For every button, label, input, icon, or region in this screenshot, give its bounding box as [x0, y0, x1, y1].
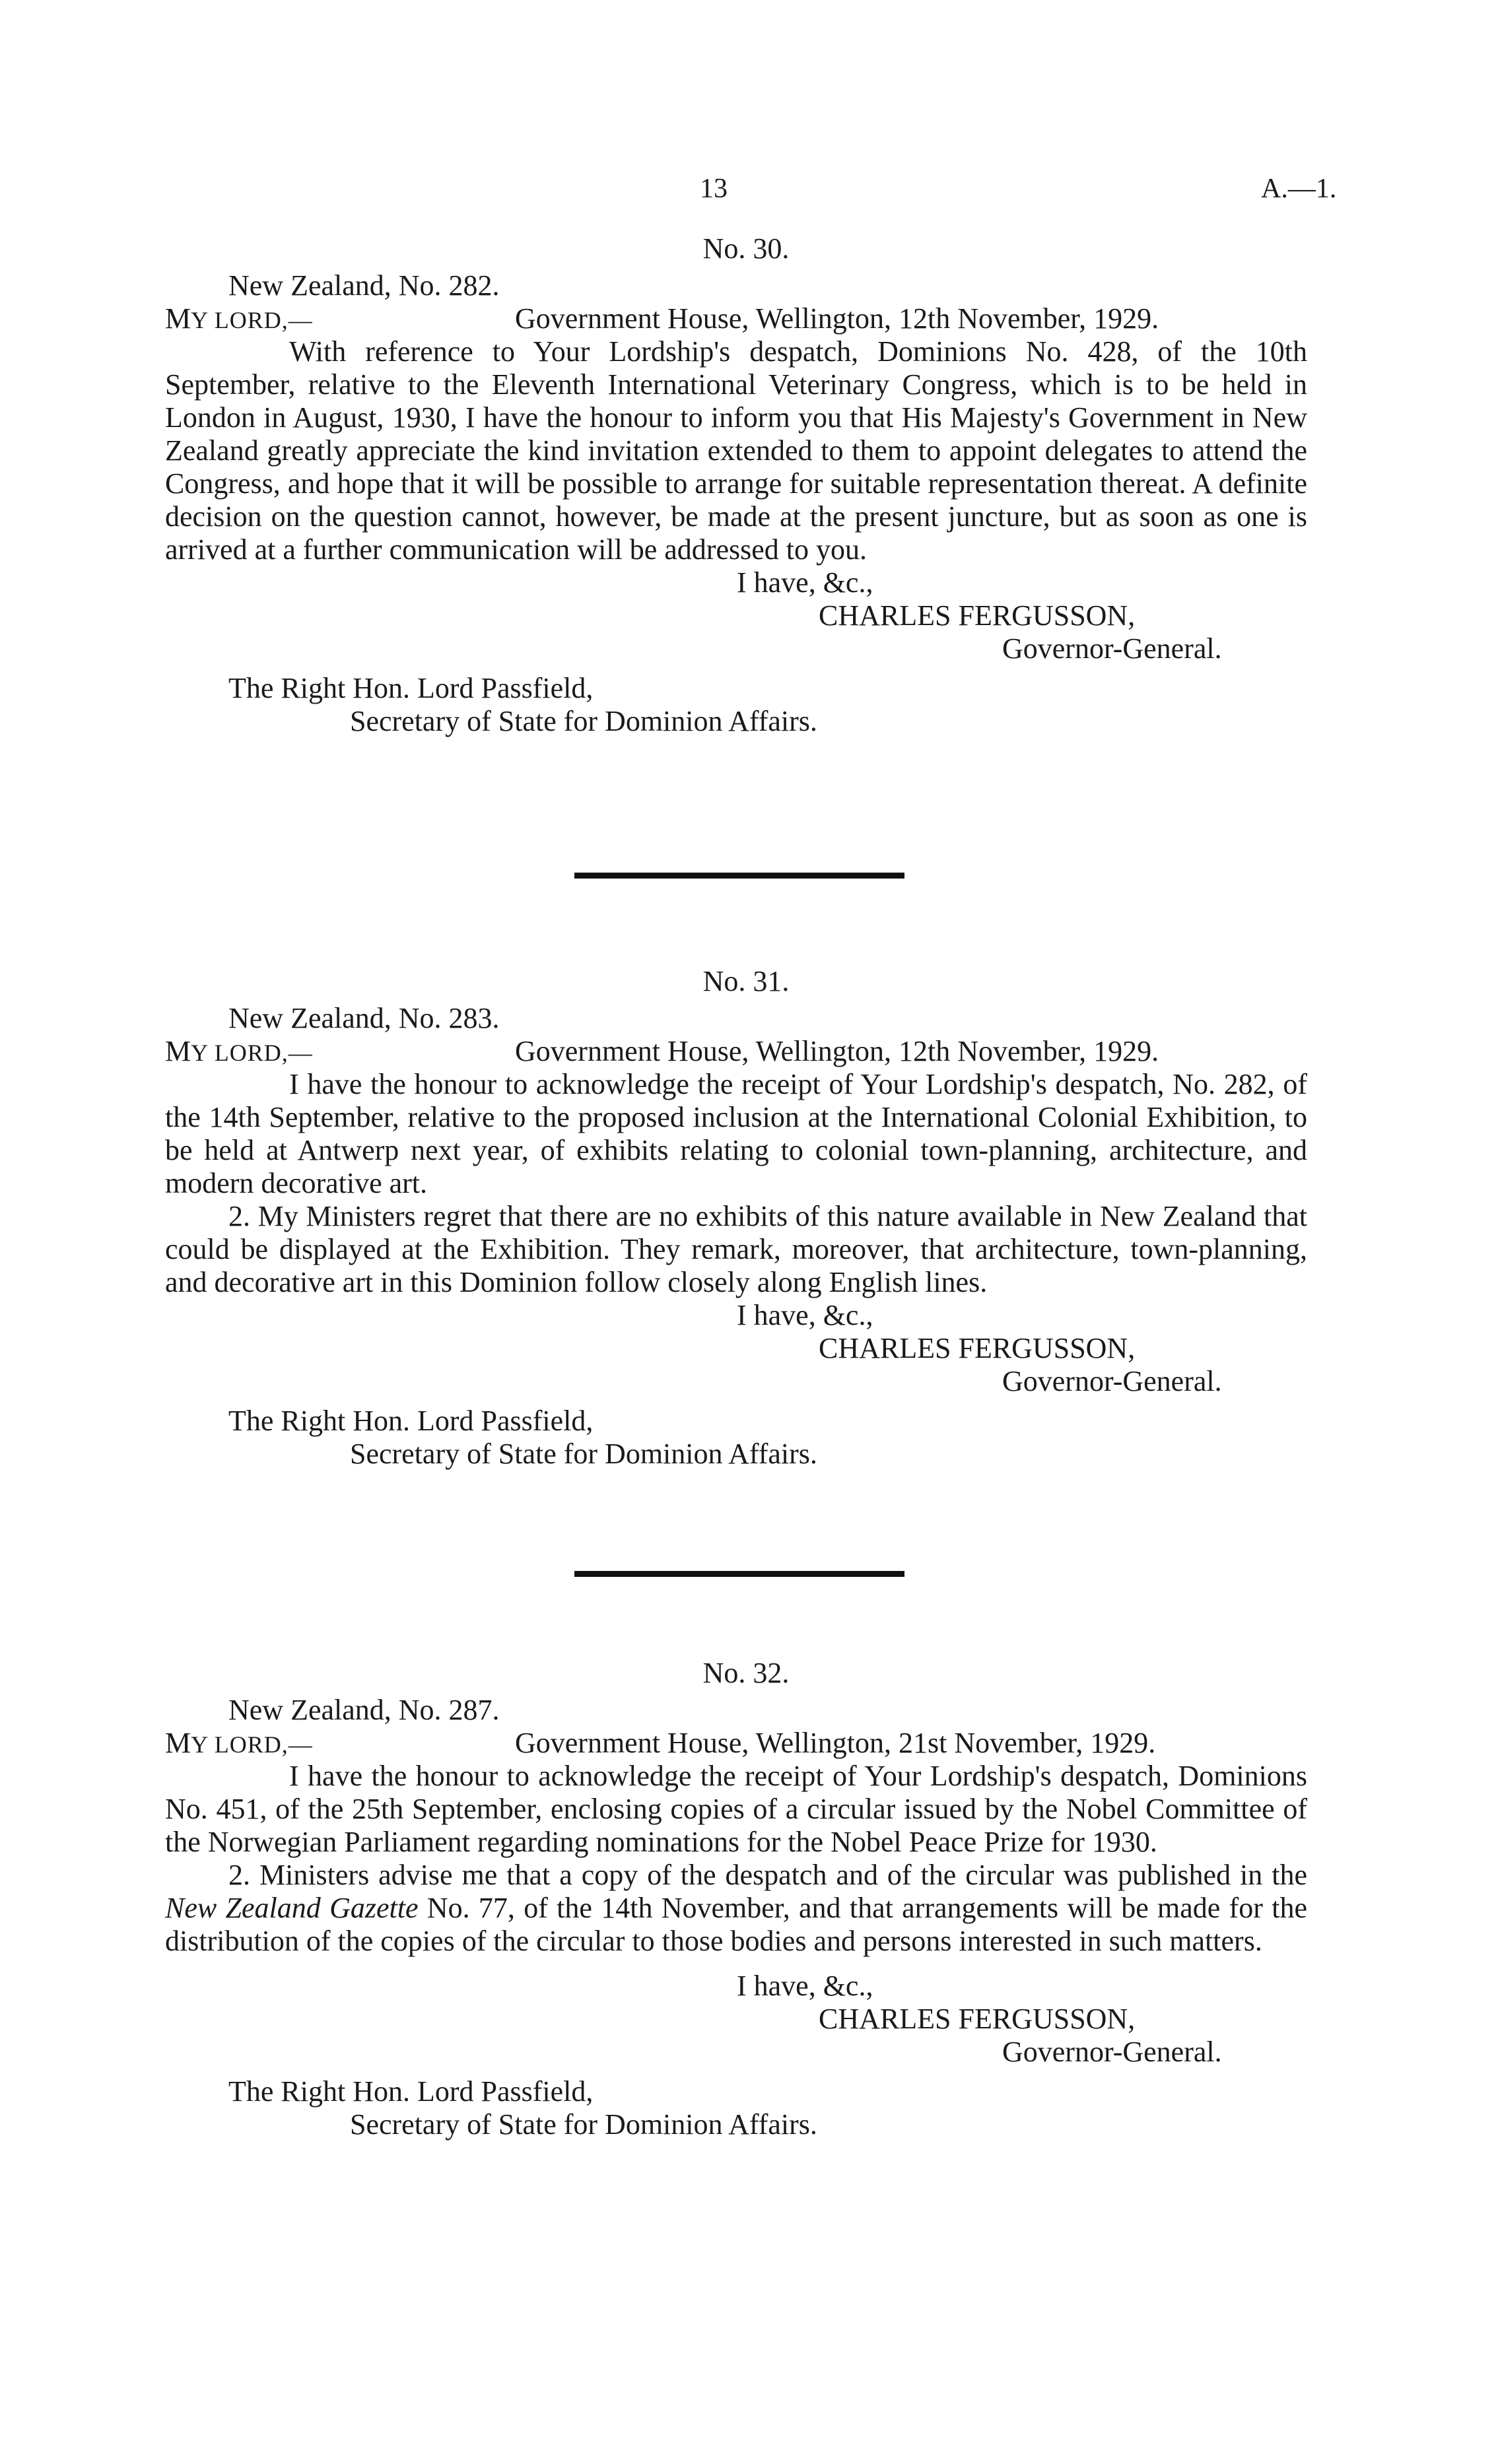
address-line: [165, 1727, 1307, 1760]
signature-title: Governor-General.: [1002, 1365, 1222, 1397]
salutation: MY LORD,—: [165, 1727, 313, 1759]
salutation: MY LORD,—: [165, 1035, 313, 1067]
address-line: [165, 302, 1307, 335]
place-date: Government House, Wellington, 21st November, 1929.: [515, 1727, 1156, 1759]
letter-32: [165, 1657, 1307, 2141]
section-divider: [574, 873, 904, 879]
place-date: Government House, Wellington, 12th November, 1929.: [515, 302, 1159, 335]
closing: I have, &c.,: [737, 1299, 873, 1331]
paragraph: I have the honour to acknowledge the receipt of Your Lordship's despatch, Dominions No. 451, of the 25th September, enclosing copies of a circular issued by the Nobel Committee of the Norwegian Parliament regarding nominations for the Nobel Peace Prize for 1930.: [165, 1760, 1307, 1858]
recipient-title: Secretary of State for Dominion Affairs.: [350, 1438, 817, 1470]
letter-number: No. 31.: [702, 965, 790, 997]
signature: CHARLES FERGUSSON,: [819, 2003, 1136, 2035]
letter-31: [165, 965, 1307, 1471]
paragraph: 2. Ministers advise me that a copy of the despatch and of the circular was published in the New Zealand Gazette No. 77, of the 14th November, and that arrangements will be made for the distribution of the copies of the circular to those bodies and persons interested in such matters.: [165, 1859, 1307, 1957]
recipient-title: Secretary of State for Dominion Affairs.: [350, 705, 817, 737]
letter-number: No. 30.: [702, 232, 790, 265]
page-number: 13: [700, 174, 728, 204]
salutation: MY LORD,—: [165, 302, 313, 335]
letter-reference: New Zealand, No. 287.: [228, 1694, 500, 1726]
closing: I have, &c.,: [737, 566, 873, 599]
signature-title: Governor-General.: [1002, 2036, 1222, 2068]
page-reference: A.—1.: [1261, 174, 1337, 204]
recipient-title: Secretary of State for Dominion Affairs.: [350, 2108, 817, 2141]
letter-reference: New Zealand, No. 282.: [228, 269, 500, 302]
paragraph: 2. My Ministers regret that there are no exhibits of this nature available in New Zealand that could be displayed at the Exhibition. They remark, moreover, that architecture, town-planning, and decorative art in this Dominion follow closely along English lines.: [165, 1200, 1307, 1298]
recipient: The Right Hon. Lord Passfield,: [228, 1405, 594, 1437]
recipient: The Right Hon. Lord Passfield,: [228, 672, 594, 704]
signature-title: Governor-General.: [1002, 632, 1222, 665]
signature: CHARLES FERGUSSON,: [819, 1332, 1136, 1364]
paragraph: I have the honour to acknowledge the receipt of Your Lordship's despatch, No. 282, of the 14th September, relative to the proposed inclusion at the International Colonial Exhibition, to be held at Antwerp next year, of exhibits relating to colonial town-planning, architecture, and modern decorative art.: [165, 1068, 1307, 1199]
letter-reference: New Zealand, No. 283.: [228, 1002, 500, 1034]
signature: CHARLES FERGUSSON,: [819, 599, 1136, 632]
address-line: [165, 1035, 1307, 1068]
letter-number: No. 32.: [702, 1657, 790, 1689]
gazette-title: New Zealand Gazette: [165, 1892, 419, 1924]
closing: I have, &c.,: [737, 1970, 873, 2002]
paragraph: With reference to Your Lordship's despatch, Dominions No. 428, of the 10th September, relative to the Eleventh International Veterinary Congress, which is to be held in London in August, 1930, I have the honour to inform you that His Majesty's Government in New Zealand greatly appreciate the kind invitation extended to them to appoint delegates to attend the Congress, and hope that it will be possible to arrange for suitable representation thereat. A definite decision on the question cannot, however, be made at the present juncture, but as soon as one is arrived at a further communication will be addressed to you.: [165, 335, 1307, 566]
section-divider: [574, 1571, 904, 1577]
place-date: Government House, Wellington, 12th November, 1929.: [515, 1035, 1159, 1067]
recipient: The Right Hon. Lord Passfield,: [228, 2075, 594, 2108]
letter-30: [165, 232, 1307, 738]
